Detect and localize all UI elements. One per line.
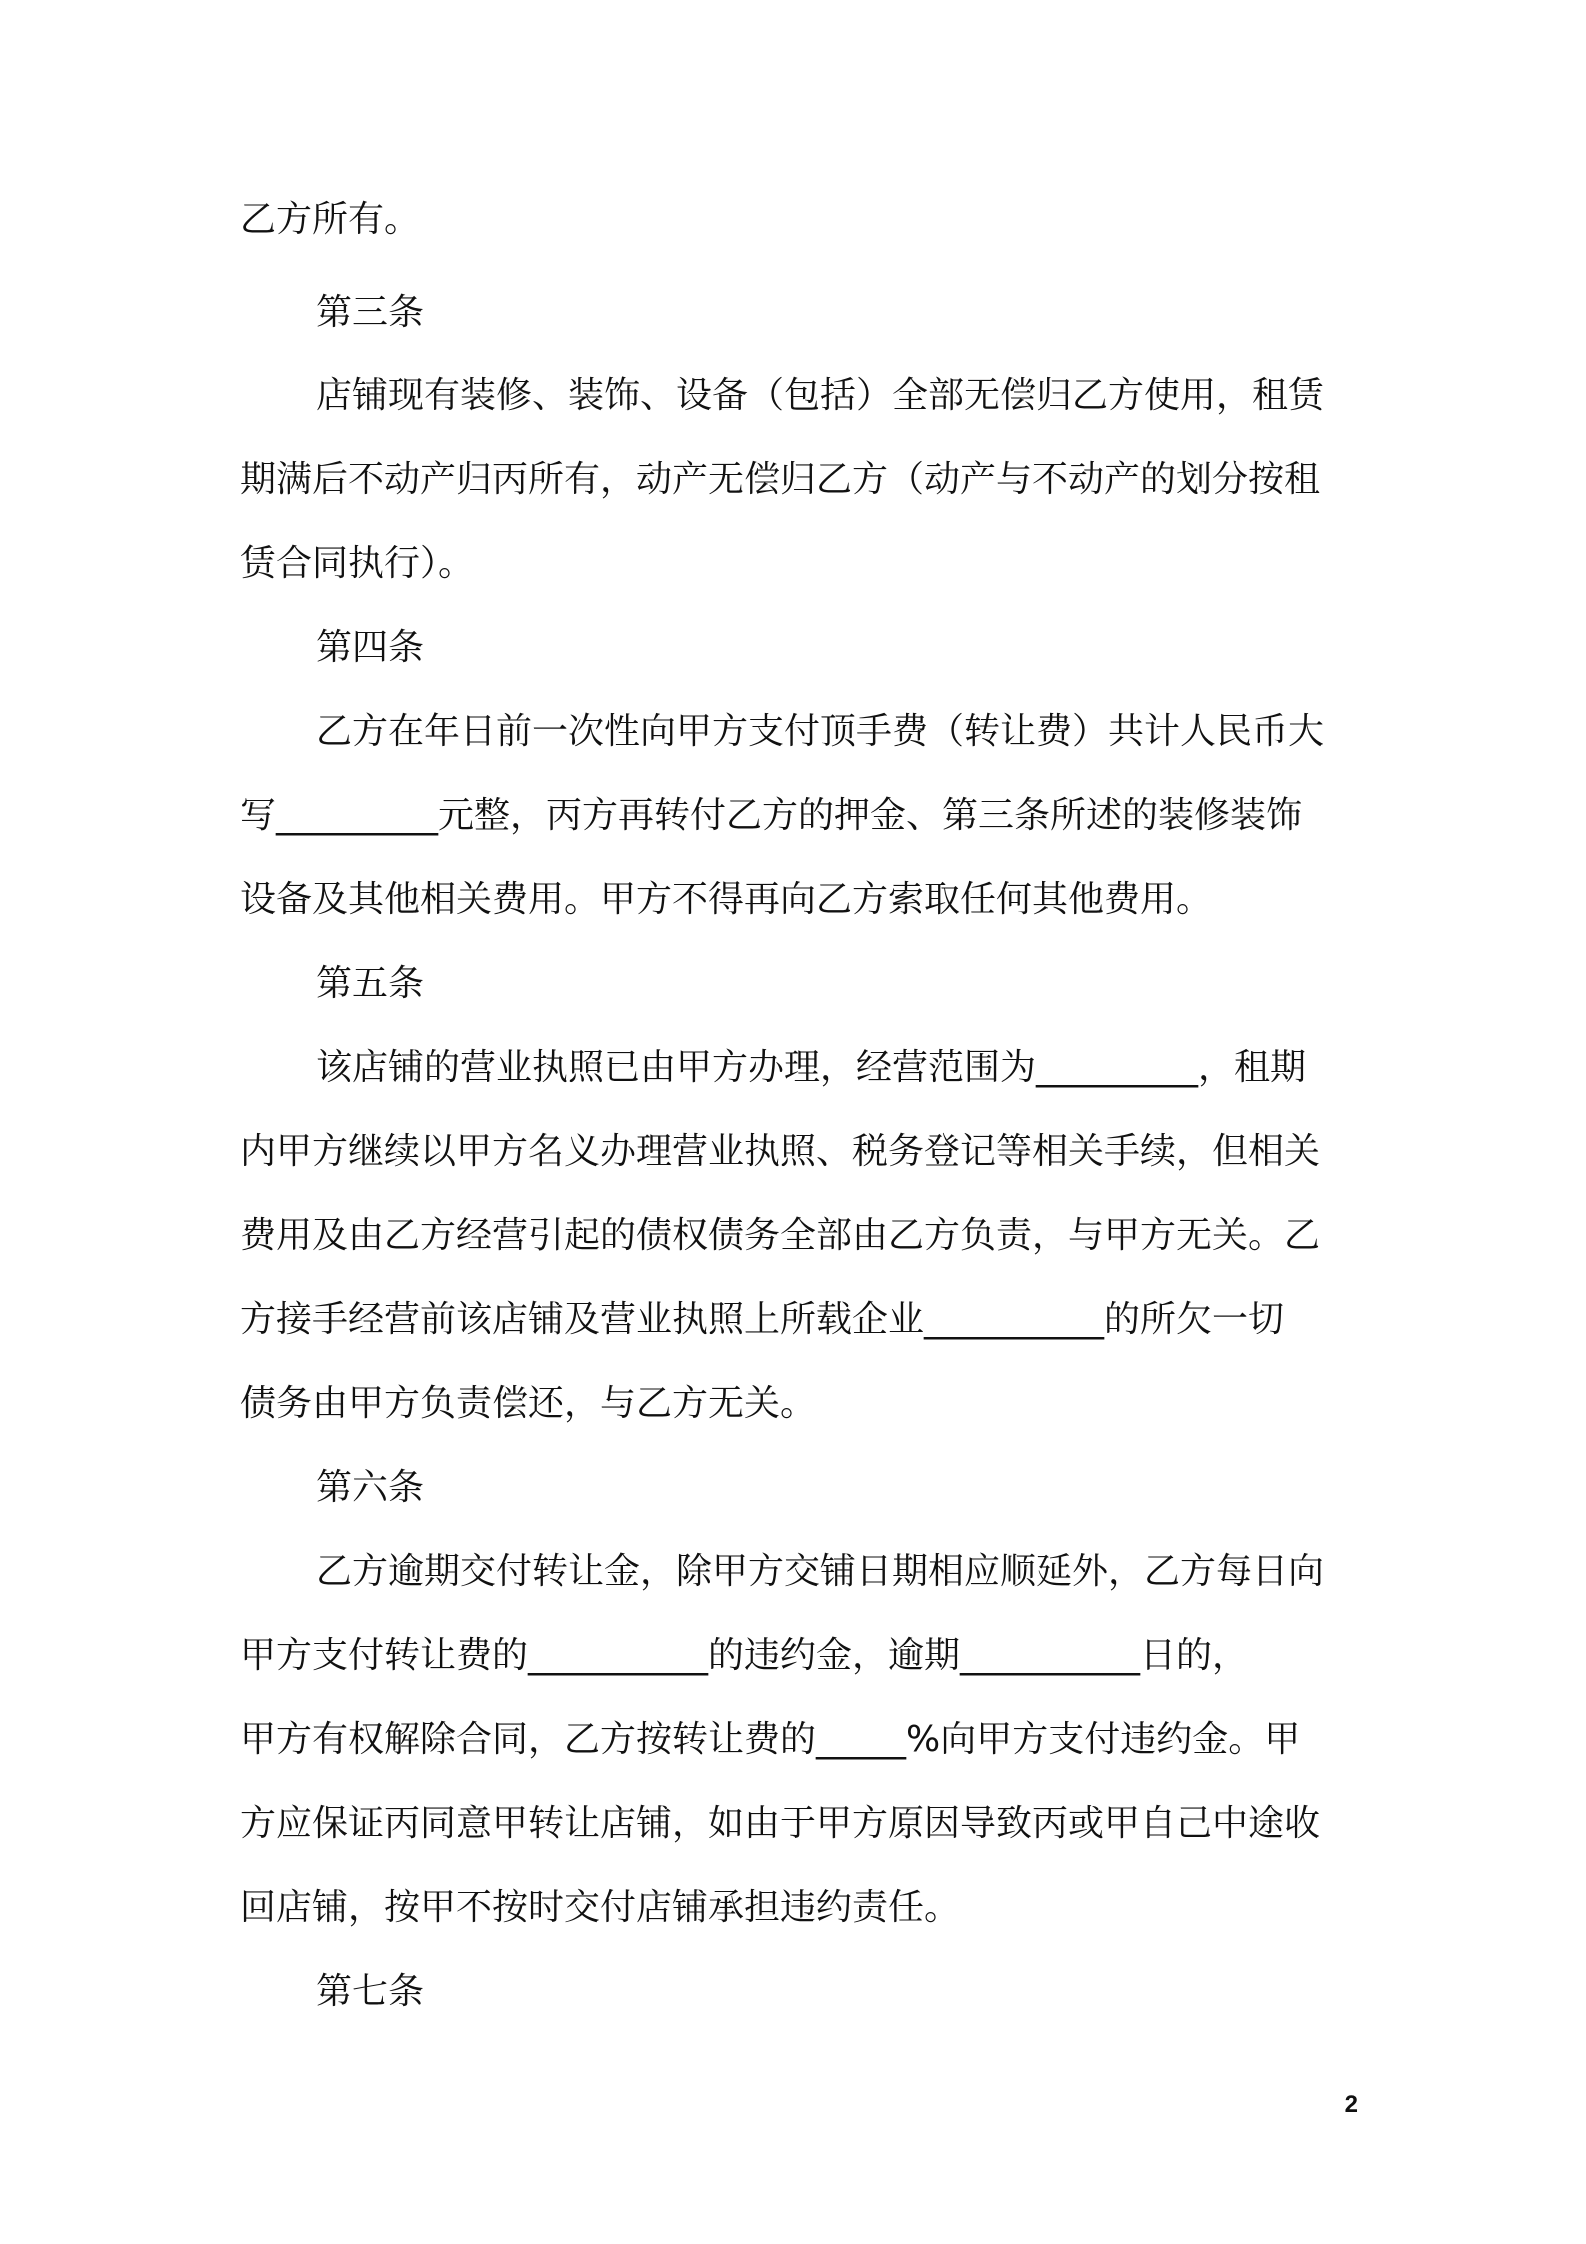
article-heading: 第三条 bbox=[316, 292, 425, 333]
text-line: 乙方所有。 bbox=[240, 199, 421, 240]
text-line: 该店铺的营业执照已由甲方办理，经营范围为_________，租期 bbox=[316, 1047, 1307, 1088]
text-line: 甲方有权解除合同，乙方按转让费的_____%向甲方支付违约金。甲 bbox=[240, 1719, 1301, 1760]
text-line: 写_________元整，丙方再转付乙方的押金、第三条所述的装修装饰 bbox=[240, 795, 1303, 836]
text-line: 方接手经营前该店铺及营业执照上所载企业__________的所欠一切 bbox=[240, 1299, 1285, 1340]
text-line: 费用及由乙方经营引起的债权债务全部由乙方负责，与甲方无关。乙 bbox=[240, 1215, 1321, 1256]
text-line: 赁合同执行）。 bbox=[240, 543, 475, 584]
text-line: 店铺现有装修、装饰、设备（包括）全部无偿归乙方使用，租赁 bbox=[316, 375, 1325, 416]
article-heading: 第六条 bbox=[316, 1467, 425, 1508]
text-line: 甲方支付转让费的__________的违约金，逾期__________日的， bbox=[240, 1635, 1249, 1676]
text-line: 回店铺，按甲不按时交付店铺承担违约责任。 bbox=[240, 1887, 961, 1928]
text-line: 债务由甲方负责偿还，与乙方无关。 bbox=[240, 1383, 817, 1424]
text-line: 乙方在年日前一次性向甲方支付顶手费（转让费）共计人民币大 bbox=[316, 711, 1325, 752]
article-heading: 第七条 bbox=[316, 1971, 425, 2012]
page-number: 2 bbox=[1344, 2091, 1358, 2118]
text-line: 设备及其他相关费用。甲方不得再向乙方索取任何其他费用。 bbox=[240, 879, 1213, 920]
text-line: 期满后不动产归丙所有，动产无偿归乙方（动产与不动产的划分按租 bbox=[240, 459, 1321, 500]
text-line: 内甲方继续以甲方名义办理营业执照、税务登记等相关手续，但相关 bbox=[240, 1131, 1321, 1172]
article-heading: 第四条 bbox=[316, 627, 425, 668]
text-line: 方应保证丙同意甲转让店铺，如由于甲方原因导致丙或甲自己中途收 bbox=[240, 1803, 1321, 1844]
article-heading: 第五条 bbox=[316, 963, 425, 1004]
text-line: 乙方逾期交付转让金，除甲方交铺日期相应顺延外，乙方每日向 bbox=[316, 1551, 1325, 1592]
